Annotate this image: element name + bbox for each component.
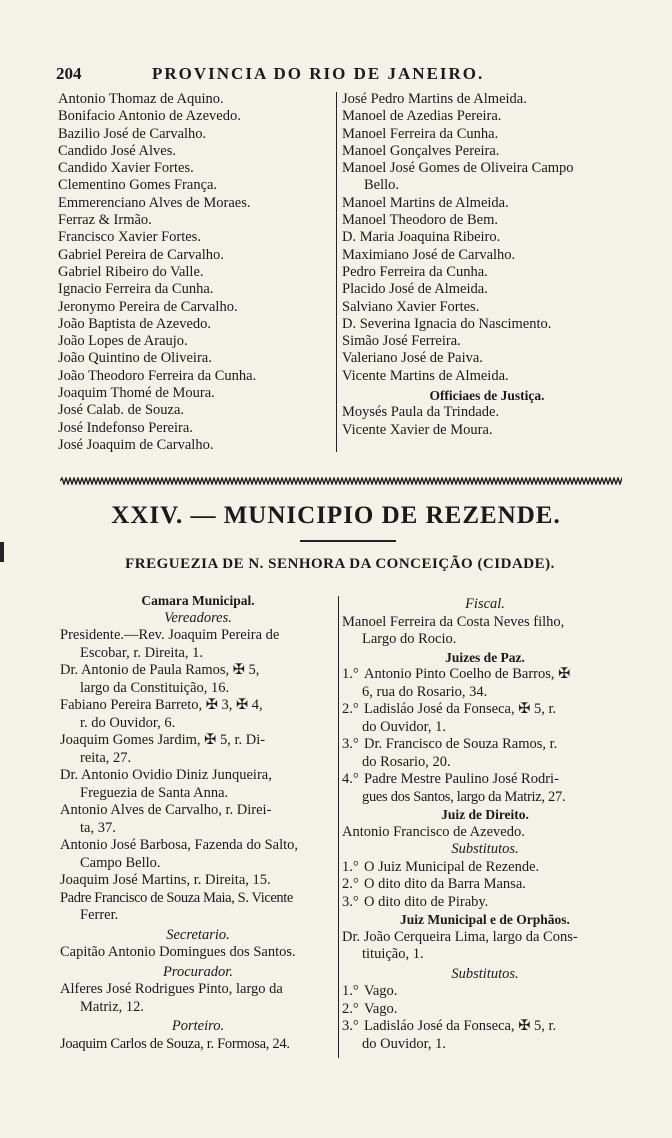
entry-line: O dito dito de Piraby. (364, 893, 489, 910)
substituto-entry (342, 1018, 628, 1053)
entry-line: Ferrer. (80, 907, 119, 923)
list-item: João Baptista de Azevedo. (58, 315, 212, 332)
wavy-divider (60, 477, 622, 485)
entry-line: Freguezia de Santa Anna. (80, 784, 229, 801)
entry-number: 2.° (342, 701, 359, 717)
list-item: Maximiano José de Carvalho. (342, 246, 516, 263)
entry-number: 4.° (342, 771, 359, 787)
vereador-entry (60, 802, 336, 837)
officiaes-heading: Officiaes de Justiça. (429, 388, 545, 404)
juiz-paz-entry (342, 736, 628, 771)
porteiro-heading: Porteiro. (171, 1018, 225, 1034)
entry-line: Presidente.—Rev. Joaquim Pereira de (60, 627, 280, 643)
entry-number: 1.° (342, 666, 359, 682)
list-item: Bazilio José de Carvalho. (58, 125, 207, 142)
entry-line: O Juiz Municipal de Rezende. (364, 858, 540, 875)
entry-number: 3.° (342, 893, 359, 910)
entry-line: O dito dito da Barra Mansa. (364, 876, 526, 892)
secretario-name: Capitão Antonio Domingues dos Santos. (60, 944, 296, 960)
list-item: Bello. (364, 177, 400, 194)
entry-line: tituição, 1. (362, 946, 424, 962)
substituto-entry (342, 983, 628, 1001)
entry-line: reita, 27. (80, 749, 132, 766)
list-item: João Theodoro Ferreira da Cunha. (58, 367, 257, 384)
camara-heading: Camara Municipal. (141, 593, 255, 608)
list-item: Manoel Gonçalves Pereira. (342, 142, 500, 159)
entry-line: Vago. (364, 1000, 398, 1017)
entry-line: do Ouvidor, 1. (362, 1035, 446, 1052)
entry-line: Dr. João Cerqueira Lima, largo da Cons- (342, 928, 578, 945)
secretario-heading: Secretario. (166, 926, 230, 943)
entry-number: 3.° (342, 1018, 359, 1034)
vereador-entry (60, 767, 336, 802)
list-item: José Pedro Martins de Almeida. (342, 91, 527, 107)
entry-line: largo da Constituição, 16. (80, 679, 230, 696)
top-right-name-list (342, 91, 632, 439)
list-item: Vicente Martins de Almeida. (342, 367, 509, 384)
list-item: Jeronymo Pereira de Carvalho. (58, 298, 238, 315)
juiz-municipal-heading: Juiz Municipal e de Orphãos. (400, 912, 570, 927)
list-item: Pedro Ferreira da Cunha. (342, 263, 488, 280)
procurador-entry (60, 981, 336, 1016)
list-item: João Lopes de Araujo. (58, 333, 188, 350)
juiz-direito-name: Antonio Francisco de Azevedo. (342, 823, 525, 840)
list-item: Ferraz & Irmão. (58, 212, 152, 229)
camara-column (60, 592, 336, 1053)
substituto-entry (342, 1001, 628, 1019)
juiz-paz-entry (342, 771, 628, 806)
vereador-entry (60, 890, 336, 925)
list-item: Bonifacio Antonio de Azevedo. (58, 108, 241, 125)
entry-line: Antonio Alves de Carvalho, r. Direi- (60, 802, 272, 818)
entry-line: Joaquim Gomes Jardim, ✠ 5, r. Di- (60, 732, 266, 748)
substituto-entry (342, 859, 628, 877)
entry-line: Ladisláo José da Fonseca, ✠ 5, r. (364, 701, 557, 717)
list-item: José Indefonso Pereira. (58, 419, 193, 436)
list-item: Gabriel Ribeiro do Valle. (58, 263, 204, 280)
juiz-direito-heading: Juiz de Direito. (441, 807, 529, 822)
list-item: José Joaquim de Carvalho. (58, 436, 214, 453)
list-item: Manoel Ferreira da Cunha. (342, 125, 499, 142)
vereador-entry (60, 662, 336, 697)
list-item: Candido Xavier Fortes. (58, 160, 194, 177)
substitutos-heading: Substitutos. (451, 841, 519, 857)
entry-line: Dr. Antonio de Paula Ramos, ✠ 5, (60, 662, 260, 678)
entry-line: Antonio José Barbosa, Fazenda do Salto, (60, 837, 299, 853)
procurador-heading: Procurador. (163, 963, 233, 980)
list-item: D. Maria Joaquina Ribeiro. (342, 229, 501, 246)
entry-line: Dr. Francisco de Souza Ramos, r. (364, 736, 558, 752)
entry-number: 1.° (342, 983, 359, 999)
entry-line: ta, 37. (80, 819, 116, 836)
list-item: Salviano Xavier Fortes. (342, 298, 480, 315)
list-item: Vicente Xavier de Moura. (342, 421, 493, 438)
chapter-title: XXIV. — MUNICIPIO DE REZENDE. (111, 502, 561, 529)
juizes-paz-heading: Juizes de Paz. (445, 649, 525, 665)
entry-number: 1.° (342, 858, 359, 875)
entry-line: Alferes José Rodrigues Pinto, largo da (60, 981, 283, 997)
list-item: Emmerenciano Alves de Moraes. (58, 194, 251, 211)
entry-line: Manoel Ferreira da Costa Neves filho, (342, 613, 565, 630)
list-item: Francisco Xavier Fortes. (58, 229, 201, 246)
list-item: João Quintino de Oliveira. (58, 350, 212, 367)
vereador-entry (60, 872, 336, 890)
column-divider (336, 92, 337, 452)
vereadores-heading: Vereadores. (164, 609, 232, 626)
entry-line: Ladisláo José da Fonseca, ✠ 5, r. (364, 1018, 557, 1034)
entry-line: r. do Ouvidor, 6. (80, 714, 176, 731)
entry-line: Padre Mestre Paulino José Rodri- (364, 771, 559, 787)
entry-line: Dr. Antonio Ovidio Diniz Junqueira, (60, 767, 272, 783)
substitutos2-heading: Substitutos. (451, 965, 519, 982)
list-item: Ignacio Ferreira da Cunha. (58, 281, 214, 298)
list-item: Manoel Theodoro de Bem. (342, 212, 498, 229)
vereador-entry (60, 697, 336, 732)
title-rule (300, 540, 396, 542)
entry-line: gues dos Santos, largo da Matriz, 27. (362, 788, 566, 805)
entry-line: 6, rua do Rosario, 34. (362, 683, 488, 700)
entry-line: Escobar, r. Direita, 1. (80, 644, 204, 661)
entry-line: do Ouvidor, 1. (362, 718, 446, 735)
juiz-municipal-entry (342, 929, 628, 964)
parish-title: FREGUEZIA DE N. SENHORA DA CONCEIÇÃO (CIDADE). (125, 556, 555, 572)
top-left-name-list (58, 91, 328, 454)
juiz-paz-entry (342, 666, 628, 701)
entry-number: 2.° (342, 876, 359, 892)
entry-line: Matriz, 12. (80, 998, 145, 1015)
list-item: Joaquim Thomé de Moura. (58, 385, 215, 402)
list-item: Simão José Ferreira. (342, 333, 461, 350)
fiscal-entry (342, 614, 628, 649)
entry-number: 2.° (342, 1000, 359, 1017)
list-item: Gabriel Pereira de Carvalho. (58, 246, 224, 263)
list-item: D. Severina Ignacia do Nascimento. (342, 315, 552, 332)
page-number: 204 (56, 64, 82, 83)
entry-line: Padre Francisco de Souza Maia, S. Vicente (60, 889, 293, 906)
entry-number: 3.° (342, 736, 359, 752)
entry-line: Vago. (364, 983, 398, 999)
officials-column (342, 596, 628, 1053)
porteiro-name: Joaquim Carlos de Souza, r. Formosa, 24. (60, 1035, 290, 1052)
vereador-entry (60, 627, 336, 662)
list-item: Manoel Martins de Almeida. (342, 194, 509, 211)
substituto-entry (342, 894, 628, 912)
running-title: PROVINCIA DO RIO DE JANEIRO. (152, 64, 485, 83)
list-item: Placido José de Almeida. (342, 281, 488, 298)
vereador-entry (60, 732, 336, 767)
list-item: Valeriano José de Paiva. (342, 350, 483, 367)
entry-line: Antonio Pinto Coelho de Barros, ✠ (364, 666, 571, 682)
list-item: José Calab. de Souza. (58, 402, 185, 419)
column-divider (338, 596, 339, 1058)
substituto-entry (342, 876, 628, 894)
entry-line: Campo Bello. (80, 854, 161, 871)
entry-line: Fabiano Pereira Barreto, ✠ 3, ✠ 4, (60, 697, 263, 713)
entry-line: do Rosario, 20. (362, 753, 451, 770)
list-item: Candido José Alves. (58, 142, 177, 159)
list-item: Manoel José Gomes de Oliveira Campo (342, 160, 574, 177)
entry-line: Largo do Rocio. (362, 631, 457, 647)
list-item: Antonio Thomaz de Aquino. (58, 91, 224, 107)
page-header (56, 64, 656, 86)
fiscal-heading: Fiscal. (465, 596, 505, 612)
vereador-entry (60, 837, 336, 872)
list-item: Moysés Paula da Trindade. (342, 404, 500, 421)
entry-line: Joaquim José Martins, r. Direita, 15. (60, 872, 271, 888)
list-item: Clementino Gomes França. (58, 177, 218, 194)
list-item: Manoel de Azedias Pereira. (342, 108, 502, 125)
juiz-paz-entry (342, 701, 628, 736)
